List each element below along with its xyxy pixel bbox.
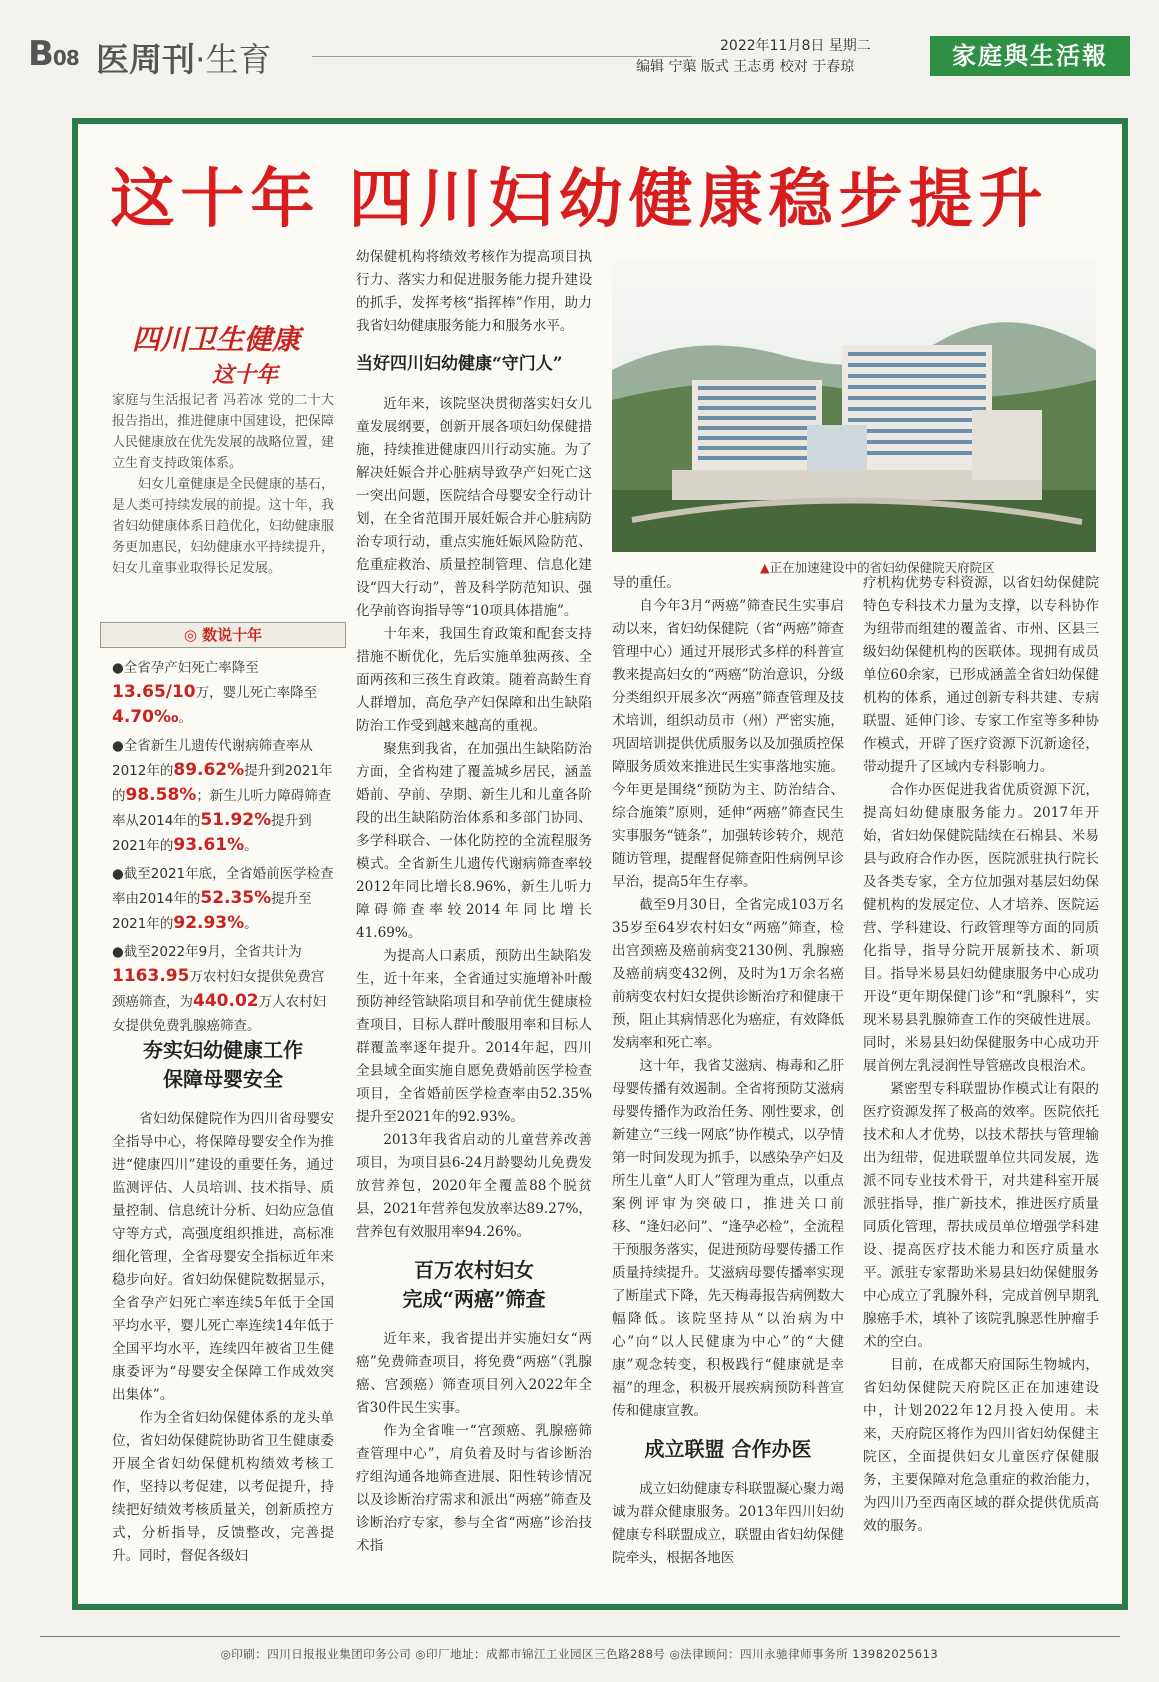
paragraph: 2013年我省启动的儿童营养改善项目，为项目县6-24月龄婴幼儿免费发放营养包，2020年全覆盖88个脱贫县，2021年营养包发放率达89.27%，营养包有效服用率94.26%。 [356,1132,592,1240]
editors-line: 编辑 宁蕖 版式 王志勇 校对 于春琼 [636,59,855,75]
subheading: 夯实妇幼健康工作 保障母婴安全 [143,1038,303,1091]
hospital-photo [612,260,1096,552]
paragraph: 作为全省妇幼保健体系的龙头单位，省妇幼保健院协助省卫生健康委开展全省妇幼保健机构绩效考核工作，坚持以考促建，以考促提升，持续把好绩效考核质量关，创新质控方式，分析指导，反馈整改，完善提升。同时，督促各级妇 [112,1410,334,1564]
stat-item: ●截至2021年底，全省婚前医学检查率由2014年的52.35%提升至2021年的92.93%。 [112,866,334,933]
stat-item: ●截至2022年9月，全省共计为1163.95万农村妇女提供免费宫颈癌筛查，为440.02万人农村妇女提供免费乳腺癌筛查。 [112,944,327,1034]
headline: 这十年 四川妇幼健康稳步提升 [110,163,1049,237]
hospital-rendering-image [612,260,1096,552]
stat-item: ●全省孕产妇死亡率降至13.65/10万，婴儿死亡率降至4.70‰。 [112,660,318,727]
paragraph: 紧密型专科联盟协作模式让有限的医疗资源发挥了极高的效率。医院依托技术和人才优势，以技术帮扶与管理输出为纽带，促进联盟单位共同发展，选派不同专业技术骨干，对共建科室开展派驻指导，推广新技术，推进医疗质量同质化管理，帮扶成员单位增强学科建设、提高医疗技术能力和医疗质量水平。派驻专家帮助米易县妇幼保健服务中心成立了乳腺外科，完成首例早期乳腺癌手术，填补了该院乳腺恶性肿瘤手术的空白。 [863,1081,1099,1350]
paragraph: 截至9月30日，全省完成103万名35岁至64岁农村妇女“两癌”筛查，检出宫颈癌及癌前病变2130例、乳腺癌及癌前病变432例，及时为1万余名癌前病变农村妇女提供诊断治疗和健康干预，阻止其病情恶化为癌症，有效降低发病率和死亡率。 [612,897,844,1051]
subheading: 成立联盟 合作办医 [644,1437,812,1461]
column-logo-line1: 四川卫生健康 [132,323,301,356]
paragraph: 目前，在成都天府国际生物城内，省妇幼保健院天府院区正在加速建设中，计划2022年12月投入使用。未来，天府院区将作为四川省妇幼保健主院区，全面提供妇女儿童医疗保健服务，主要保障对危急重症的救治能力，为四川乃至西南区域的群众提供优质高效的服务。 [863,1357,1099,1534]
paragraph: 作为全省唯一“宫颈癌、乳腺癌筛查管理中心”，肩负着及时与省诊断治疗组沟通各地筛查进展、阳性转诊情况以及诊断治疗需求和派出“两癌”筛查及诊断治疗专家，参与全省“两癌”诊治技术指 [356,1423,592,1554]
intro-paragraph: 家庭与生活报记者 冯若冰 党的二十大报告指出，推进健康中国建设，把保障人民健康放在优先发展的战略位置，建立生育支持政策体系。 [112,393,334,471]
page-number: B08 [28,34,79,74]
paragraph: 成立妇幼健康专科联盟凝心聚力竭诚为群众健康服务。2013年四川妇幼健康专科联盟成立，联盟由省妇幼保健院牵头，根据各地医 [612,1481,844,1566]
paragraph: 近年来，我省提出并实施妇女“两癌”免费筛查项目，将免费“两癌”（乳腺癌、宫颈癌）筛查项目列入2022年全省30件民生实事。 [356,1331,592,1416]
paragraph: 疗机构优势专科资源，以省妇幼保健院特色专科技术力量为支撑，以专科协作为纽带而组建的覆盖省、市州、区县三级妇幼保健机构的医联体。现拥有成员单位60余家，已形成涵盖全省妇幼保健机构的体系，通过创新专科共建、专病联盟、延伸门诊、专家工作室等多种协作模式，开辟了医疗资源下沉新途径，带动提升了区域内专科影响力。 [863,575,1099,775]
stat-item: ●全省新生儿遗传代谢病筛查率从2012年的89.62%提升到2021年的98.58%；新生儿听力障碍筛查率从2014年的51.92%提升到2021年的93.61%。 [112,738,333,855]
header-rule [312,56,692,57]
header-meta [636,36,871,78]
masthead-logo: 家庭與生活報 [930,36,1130,76]
paragraph: 这十年，我省艾滋病、梅毒和乙肝母婴传播有效遏制。全省将预防艾滋病母婴传播作为政治任务、刚性要求，创新建立“三线一网底”协作模式，以孕情第一时间发现为抓手，以感染孕产妇及所生儿童“人盯人”管理为重点，以重点案例评审为突破口，推进关口前移、“逢妇必问”、“逢孕必检”，全流程干预服务落实，促进预防母婴传播工作质量持续提升。艾滋病母婴传播率实现了断崖式下降，先天梅毒报告病例数大幅降低。该院坚持从“以治病为中心”向“以人民健康为中心”的“大健康”观念转变，积极践行“健康就是幸福”的理念，积极开展疾病预防科普宣传和健康宣教。 [612,1058,844,1419]
paragraph: 为提高人口素质，预防出生缺陷发生，近十年来，全省通过实施增补叶酸预防神经管缺陷项目和孕前优生健康检查项目，目标人群叶酸服用率和目标人群覆盖率逐年提升。2014年起，四川全县域全面实施自愿免费婚前医学检查项目，全省婚前医学检查率由52.35%提升至2021年的92.93%。 [356,948,592,1125]
column-1 [112,1024,334,1568]
stats-title: ◎ 数说十年 [100,622,346,648]
paragraph: 合作办医促进我省优质资源下沉，提高妇幼健康服务能力。2017年开始，省妇幼保健院陆续在石棉县、米易县与政府合作办医，医院派驻执行院长及各类专家，全方位加强对基层妇幼保健机构的发展定位、人才培养、医院运营、学科建设、行政管理等方面的同质化指导，指导分院开展新技术、新项目。指导米易县妇幼健康服务中心成功开设“更年期保健门诊”和“乳腺科”，实现米易县乳腺筛查工作的突破性进展。同时，米易县妇幼保健服务中心成功开展首例左乳浸润性导管癌改良根治术。 [863,782,1099,1074]
paragraph: 幼保健机构将绩效考核作为提高项目执行力、落实力和促进服务能力提升建设的抓手，发挥考核“指挥棒”作用，助力我省妇幼健康服务能力和服务水平。 [356,249,592,334]
paragraph: 导的重任。 [612,575,680,591]
paragraph: 省妇幼保健院作为四川省母婴安全指导中心，将保障母婴安全作为推进“健康四川”建设的重要任务，通过监测评估、人员培训、技术指导、质量控制、信息统计分析、妇幼应急值守等方式，高强度组织推进，高标准细化管理，全省母婴安全指标近年来稳步向好。省妇幼保健院数据显示，全省孕产妇死亡率连续5年低于全国平均水平，婴儿死亡率连续14年低于全国平均水平，连续四年被省卫生健康委评为“母婴安全保障工作成效突出集体”。 [112,1111,334,1403]
subheading: 百万农村妇女 完成“两癌”筛查 [402,1258,546,1311]
intro-text [112,390,334,579]
column-logo-line2: 这十年 [212,362,279,388]
column-4 [863,572,1099,1538]
paragraph: 近年来，该院坚决贯彻落实妇女儿童发展纲要，创新开展各项妇幼保健措施，持续推进健康四川行动实施。为了解决妊娠合并心脏病导致孕产妇死亡这一突出问题，医院结合母婴安全行动计划，在全省范围开展妊娠合并心脏病防治专项行动，重点实施妊娠风险防范、危重症救治、质量控制管理、信息化建设“四大行动”，普及科学防范知识、强化孕前咨询指导等“10项具体措施”。 [356,396,592,619]
photo-caption: ▲正在加速建设中的省妇幼保健院天府院区 [760,560,995,575]
stats-list [112,656,334,1042]
paragraph: 十年来，我国生育政策和配套支持措施不断优化，先后实施单独两孩、全面两孩和三孩生育政策。随着高龄生育人群增加，高危孕产妇保障和出生缺陷防治工作受到越来越高的重视。 [356,626,592,734]
date-line: 2022年11月8日 星期二 [720,38,871,54]
footer-rule [40,1636,1120,1637]
column-logo [132,318,322,389]
section-title: 医周刊·生育 [96,40,272,79]
column-2 [356,246,592,1558]
column-3 [612,572,844,1570]
footer-imprint: ◎印刷：四川日报报业集团印务公司 ◎印厂地址：成都市锦江工业园区三色路288号 ◎法律顾问：四川永驰律师事务所 13982025613 [220,1647,939,1661]
subheading: 当好四川妇幼健康“守门人” [356,354,563,374]
intro-paragraph: 妇女儿童健康是全民健康的基石，是人类可持续发展的前提。这十年，我省妇幼健康体系日趋优化，妇幼健康服务更加惠民，妇幼健康水平持续提升，妇女儿童事业取得长足发展。 [112,477,334,576]
paragraph: 聚焦到我省，在加强出生缺陷防治方面，全省构建了覆盖城乡居民，涵盖婚前、孕前、孕期、新生儿和儿童各阶段的出生缺陷防治体系和多部门协同、多学科联合、一体化防控的全流程服务模式。全省新生儿遗传代谢病筛查率较2012年同比增长8.96%，新生儿听力障碍筛查率较2014年同比增长41.69%。 [356,741,592,941]
paragraph: 自今年3月“两癌”筛查民生实事启动以来，省妇幼保健院（省“两癌”筛查管理中心）通过开展形式多样的科普宣教来提高妇女的“两癌”防治意识，分级分类组织开展多次“两癌”筛查管理及技术培训，组织动员市（州）严密实施，巩固培训提供优质服务以及加强质控保障服务质效来推进民生实事落地实施。今年更是围绕“预防为主、防治结合、综合施策”原则，延伸“两癌”筛查民生实事服务“链条”，加强转诊转介，规范随访管理，提醒督促筛查阳性病例早诊早治，提高5年生存率。 [612,598,844,890]
caption-triangle-icon: ▲ [760,560,770,575]
